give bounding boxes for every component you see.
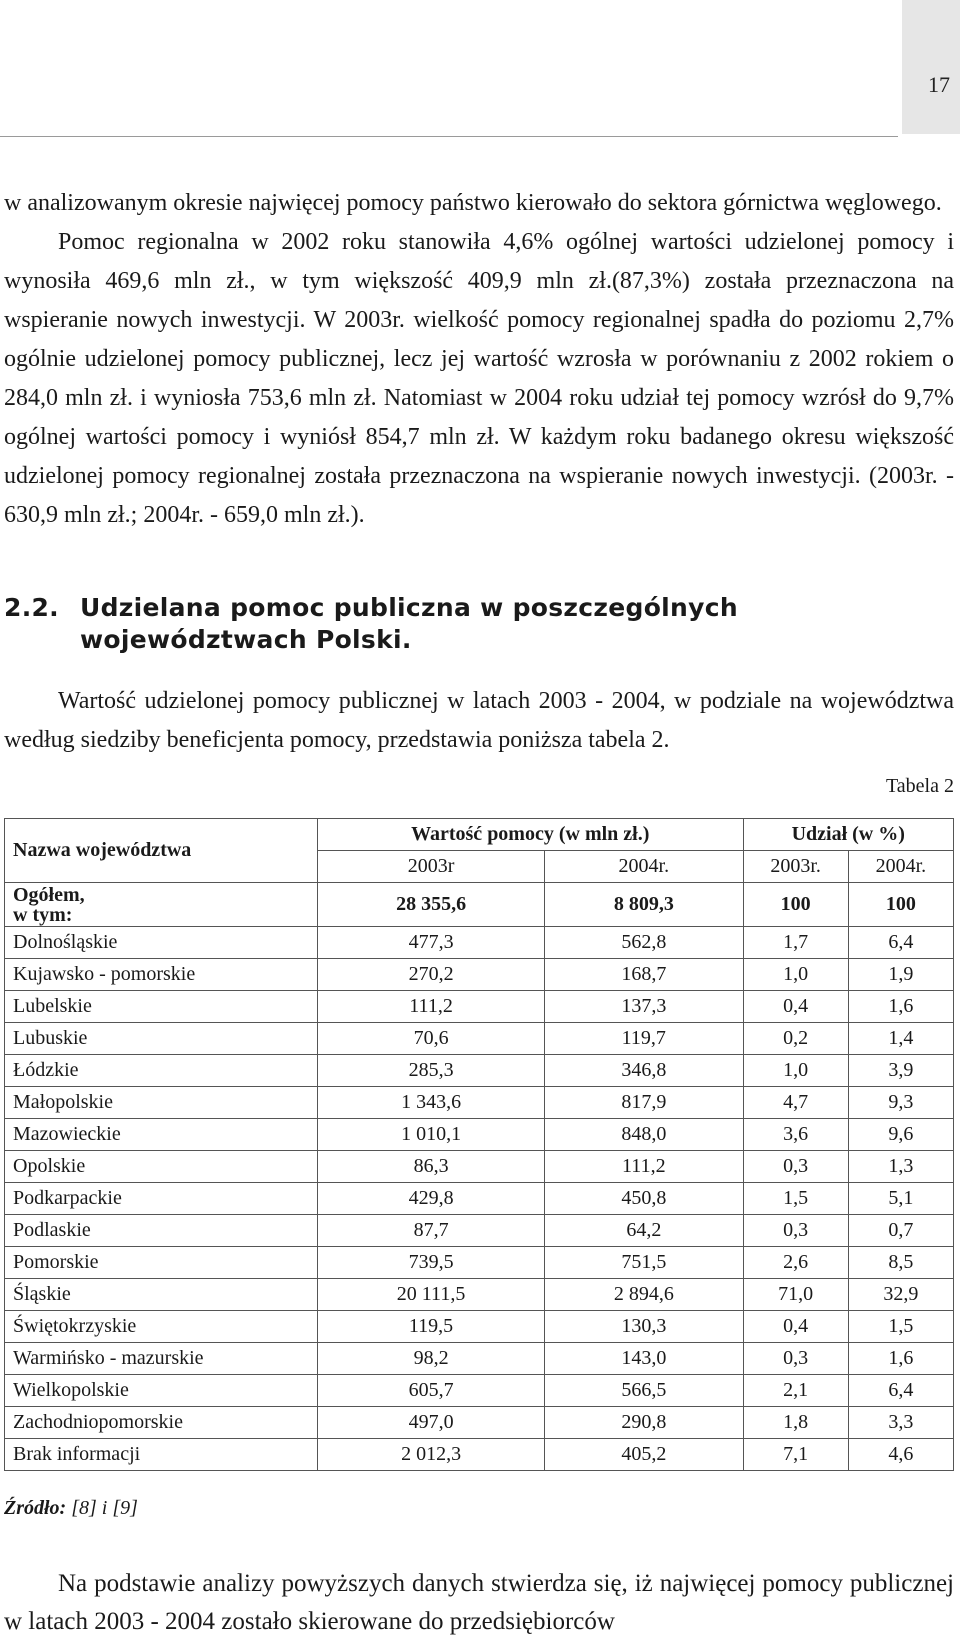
col-group-value: Wartość pomocy (w mln zł.) xyxy=(318,819,744,851)
row-cell: 5,1 xyxy=(848,1183,953,1215)
total-share-2003: 100 xyxy=(743,883,848,927)
row-cell: 751,5 xyxy=(545,1247,743,1279)
row-name: Łódzkie xyxy=(5,1055,318,1087)
row-cell: 477,3 xyxy=(318,927,545,959)
row-cell: 739,5 xyxy=(318,1247,545,1279)
table-row xyxy=(5,927,954,959)
row-cell: 497,0 xyxy=(318,1407,545,1439)
total-label xyxy=(5,883,318,927)
section-title-line2: województwach Polski. xyxy=(80,625,412,654)
intro-paragraph xyxy=(4,682,954,760)
total-value-2003: 28 355,6 xyxy=(318,883,545,927)
aid-table xyxy=(4,818,954,1471)
row-cell: 1,7 xyxy=(743,927,848,959)
table-row xyxy=(5,1375,954,1407)
row-cell: 7,1 xyxy=(743,1439,848,1471)
col-year-value-2003: 2003r xyxy=(318,851,545,883)
paragraph-1: w analizowanym okresie najwięcej pomocy państwo kierowało do sektora górnictwa węglowego. xyxy=(4,190,942,216)
row-cell: 1 343,6 xyxy=(318,1087,545,1119)
row-cell: 168,7 xyxy=(545,959,743,991)
row-cell: 2,6 xyxy=(743,1247,848,1279)
row-cell: 1,4 xyxy=(848,1023,953,1055)
source-note xyxy=(4,1497,138,1520)
row-cell: 1,0 xyxy=(743,959,848,991)
row-cell: 9,3 xyxy=(848,1087,953,1119)
table-row xyxy=(5,1279,954,1311)
source-text: [8] i [9] xyxy=(71,1497,138,1519)
source-label: Źródło: xyxy=(4,1497,67,1519)
col-group-share: Udział (w %) xyxy=(743,819,954,851)
table-row xyxy=(5,991,954,1023)
row-cell: 429,8 xyxy=(318,1183,545,1215)
row-name: Małopolskie xyxy=(5,1087,318,1119)
row-cell: 3,6 xyxy=(743,1119,848,1151)
row-cell: 9,6 xyxy=(848,1119,953,1151)
col-year-share-2004: 2004r. xyxy=(848,851,953,883)
row-cell: 20 111,5 xyxy=(318,1279,545,1311)
row-name: Podlaskie xyxy=(5,1215,318,1247)
row-cell: 86,3 xyxy=(318,1151,545,1183)
page-number: 17 xyxy=(928,72,950,97)
row-cell: 1,5 xyxy=(743,1183,848,1215)
row-name: Zachodniopomorskie xyxy=(5,1407,318,1439)
col-year-value-2004: 2004r. xyxy=(545,851,743,883)
row-cell: 4,6 xyxy=(848,1439,953,1471)
row-cell: 3,9 xyxy=(848,1055,953,1087)
row-cell: 0,4 xyxy=(743,991,848,1023)
row-cell: 4,7 xyxy=(743,1087,848,1119)
row-cell: 1,8 xyxy=(743,1407,848,1439)
row-cell: 605,7 xyxy=(318,1375,545,1407)
row-cell: 111,2 xyxy=(545,1151,743,1183)
row-cell: 98,2 xyxy=(318,1343,545,1375)
table-row xyxy=(5,1183,954,1215)
row-cell: 285,3 xyxy=(318,1055,545,1087)
row-cell: 270,2 xyxy=(318,959,545,991)
outro-paragraph xyxy=(4,1565,954,1641)
intro-text: Wartość udzielonej pomocy publicznej w latach 2003 - 2004, w podziale na województwa według siedziby beneficjenta pomocy, przedstawia poniższa tabela 2. xyxy=(4,688,954,753)
row-cell: 0,4 xyxy=(743,1311,848,1343)
table-row xyxy=(5,959,954,991)
row-name: Brak informacji xyxy=(5,1439,318,1471)
header-rule xyxy=(0,136,898,137)
table-row xyxy=(5,1119,954,1151)
table-row xyxy=(5,1311,954,1343)
row-cell: 0,3 xyxy=(743,1151,848,1183)
table-row xyxy=(5,1215,954,1247)
row-cell: 450,8 xyxy=(545,1183,743,1215)
row-name: Mazowieckie xyxy=(5,1119,318,1151)
row-cell: 143,0 xyxy=(545,1343,743,1375)
row-name: Lubelskie xyxy=(5,991,318,1023)
table-row-total xyxy=(5,883,954,927)
row-cell: 130,3 xyxy=(545,1311,743,1343)
row-cell: 1,9 xyxy=(848,959,953,991)
row-cell: 2 012,3 xyxy=(318,1439,545,1471)
row-cell: 562,8 xyxy=(545,927,743,959)
row-cell: 566,5 xyxy=(545,1375,743,1407)
row-cell: 1,6 xyxy=(848,1343,953,1375)
row-cell: 2 894,6 xyxy=(545,1279,743,1311)
row-name: Śląskie xyxy=(5,1279,318,1311)
row-cell: 87,7 xyxy=(318,1215,545,1247)
row-cell: 1,6 xyxy=(848,991,953,1023)
col-header-name: Nazwa województwa xyxy=(5,819,318,883)
row-cell: 8,5 xyxy=(848,1247,953,1279)
table-caption: Tabela 2 xyxy=(885,775,954,797)
col-year-share-2003: 2003r. xyxy=(743,851,848,883)
section-heading xyxy=(4,592,904,656)
total-label-line2: w tym: xyxy=(13,903,73,926)
row-name: Warmińsko - mazurskie xyxy=(5,1343,318,1375)
table-row xyxy=(5,1439,954,1471)
table-row xyxy=(5,1023,954,1055)
total-value-2004: 8 809,3 xyxy=(545,883,743,927)
table-row xyxy=(5,1247,954,1279)
row-cell: 1 010,1 xyxy=(318,1119,545,1151)
row-name: Kujawsko - pomorskie xyxy=(5,959,318,991)
total-label-line1: Ogółem, xyxy=(13,883,85,906)
table-row xyxy=(5,1151,954,1183)
row-cell: 2,1 xyxy=(743,1375,848,1407)
paragraph-2: Pomoc regionalna w 2002 roku stanowiła 4,6% ogólnej wartości udzielonej pomocy i wynosiła 469,6 mln zł., w tym większość 409,9 mln zł.(87,3%) została przeznaczona na wspieranie nowych inwestycji. W 2003r. wielkość pomocy regionalnej spadła do poziomu 2,7% ogólnie udzielonej pomocy publicznej, lecz jej wartość wzrosła w porównaniu z 2002 rokiem o 284,0 mln zł. i wyniosła 753,6 mln zł. Natomiast w 2004 roku udział tej pomocy wzrósł do 9,7% ogólnej wartości pomocy i wyniósł 854,7 mln zł. W każdym roku badanego okresu większość udzielonej pomocy regionalnej została przeznaczona na wspieranie nowych inwestycji. (2003r. - 630,9 mln zł.; 2004r. - 659,0 mln zł.). xyxy=(4,229,954,528)
row-name: Opolskie xyxy=(5,1151,318,1183)
body-paragraphs xyxy=(4,184,954,535)
row-cell: 1,5 xyxy=(848,1311,953,1343)
row-cell: 1,0 xyxy=(743,1055,848,1087)
table-row xyxy=(5,1087,954,1119)
row-cell: 137,3 xyxy=(545,991,743,1023)
row-cell: 119,5 xyxy=(318,1311,545,1343)
outro-text: Na podstawie analizy powyższych danych stwierdza się, iż najwięcej pomocy publicznej w latach 2003 - 2004 zostało skierowane do przedsiębiorców xyxy=(4,1570,954,1635)
table-row xyxy=(5,1407,954,1439)
page-number-tab xyxy=(902,0,960,134)
row-cell: 405,2 xyxy=(545,1439,743,1471)
row-cell: 346,8 xyxy=(545,1055,743,1087)
row-cell: 0,3 xyxy=(743,1343,848,1375)
row-name: Dolnośląskie xyxy=(5,927,318,959)
row-cell: 6,4 xyxy=(848,1375,953,1407)
row-cell: 32,9 xyxy=(848,1279,953,1311)
row-cell: 70,6 xyxy=(318,1023,545,1055)
row-cell: 848,0 xyxy=(545,1119,743,1151)
section-title-line1: Udzielana pomoc publiczna w poszczególnych xyxy=(80,593,738,622)
row-name: Lubuskie xyxy=(5,1023,318,1055)
row-name: Podkarpackie xyxy=(5,1183,318,1215)
total-share-2004: 100 xyxy=(848,883,953,927)
row-name: Świętokrzyskie xyxy=(5,1311,318,1343)
row-cell: 71,0 xyxy=(743,1279,848,1311)
table-row xyxy=(5,1055,954,1087)
row-cell: 0,2 xyxy=(743,1023,848,1055)
row-cell: 0,7 xyxy=(848,1215,953,1247)
row-cell: 1,3 xyxy=(848,1151,953,1183)
row-name: Wielkopolskie xyxy=(5,1375,318,1407)
section-number: 2.2. xyxy=(4,593,59,622)
row-cell: 6,4 xyxy=(848,927,953,959)
row-cell: 64,2 xyxy=(545,1215,743,1247)
row-cell: 290,8 xyxy=(545,1407,743,1439)
row-cell: 0,3 xyxy=(743,1215,848,1247)
row-cell: 119,7 xyxy=(545,1023,743,1055)
row-name: Pomorskie xyxy=(5,1247,318,1279)
row-cell: 111,2 xyxy=(318,991,545,1023)
row-cell: 3,3 xyxy=(848,1407,953,1439)
row-cell: 817,9 xyxy=(545,1087,743,1119)
table-row xyxy=(5,1343,954,1375)
